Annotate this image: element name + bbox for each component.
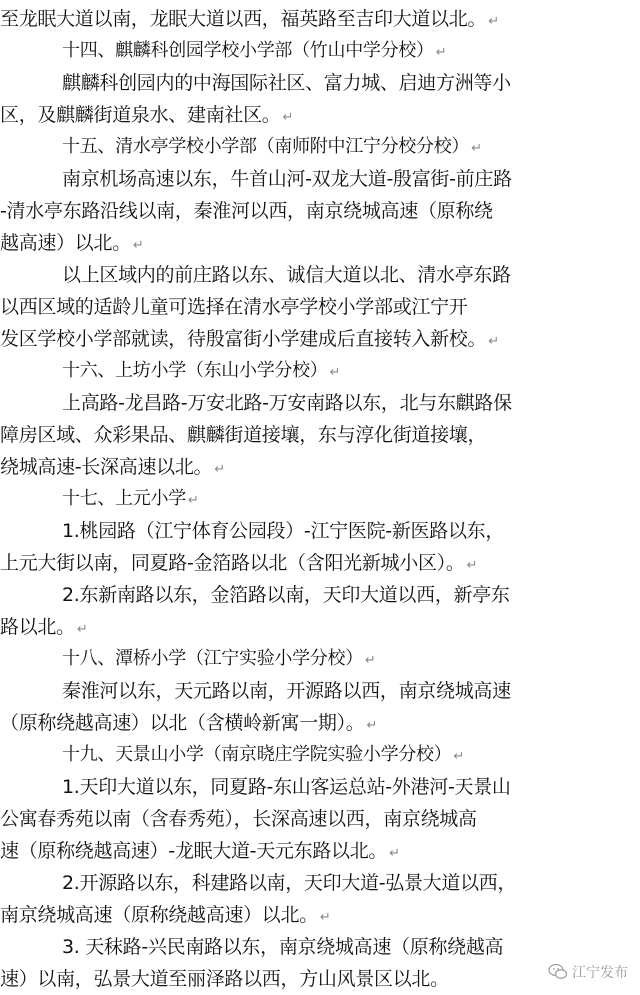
- text-line: 上高路-龙昌路-万安北路-万安南路以东，北与东麒路保: [62, 392, 512, 414]
- text-line: 路以北。 ↵: [0, 616, 88, 638]
- text-line: 以西区域的适龄儿童可选择在清水亭学校小学部或江宁开: [0, 296, 468, 318]
- watermark-text: 江宁发布: [572, 965, 628, 981]
- section-heading: 十九、天景山小学（南京晓庄学院实验小学分校） ↵: [62, 744, 464, 765]
- section-heading: 十八、潭桥小学（江宁实验小学分校） ↵: [62, 648, 376, 669]
- text-line: 速）以南，弘景大道至丽泽路以西，方山风景区以北。: [0, 968, 449, 990]
- text-line: 上元大街以南，同夏路-金箔路以北（含阳光新城小区）。 ↵: [0, 552, 478, 574]
- text-line: 2.开源路以东，科建路以南，天印大道-弘景大道以西，: [62, 872, 517, 894]
- text-line: 区，及麒麟街道泉水、建南社区。 ↵: [0, 104, 294, 126]
- section-heading: 十五、清水亭学校小学部（南师附中江宁分校分校） ↵: [62, 136, 482, 157]
- text-line: 麒麟科创园内的中海国际社区、富力城、启迪方洲等小: [62, 72, 511, 94]
- text-line: 以上区域内的前庄路以东、诚信大道以北、清水亭东路: [62, 264, 511, 286]
- text-line: 速（原称绕越高速）-龙眠大道-天元东路以北。 ↵: [0, 840, 400, 862]
- section-heading: 十七、上元小学 ↵: [62, 488, 199, 509]
- text-line: 南京机场高速以东，牛首山河-双龙大道-殷富街-前庄路: [62, 168, 512, 190]
- text-line: 障房区域、众彩果品、麒麟街道接壤，东与淳化街道接壤，: [0, 424, 487, 446]
- watermark: [548, 962, 628, 982]
- text-line: 公寓春秀苑以南（含春秀苑），长深高速以西，南京绕城高: [0, 808, 477, 830]
- section-heading: 十六、上坊小学（东山小学分校） ↵: [62, 360, 341, 381]
- text-line: （原称绕越高速）以北（含横岭新寓一期）。 ↵: [0, 712, 378, 734]
- text-line: 2.东新南路以东，金箔路以南，天印大道以西，新亭东: [62, 584, 510, 606]
- text-line: 1.天印大道以东，同夏路-东山客运总站-外港河-天景山: [62, 776, 511, 798]
- text-line: 南京绕城高速（原称绕越高速）以北。 ↵: [0, 904, 331, 926]
- text-line: 绕城高速-长深高速以北。 ↵: [0, 456, 225, 478]
- text-line: 1.桃园路（江宁体育公园段）-江宁医院-新医路以东，: [62, 520, 505, 542]
- text-line: 越高速）以北。 ↵: [0, 232, 144, 254]
- text-line: 至龙眠大道以南，龙眠大道以西，福英路至吉印大道以北。 ↵: [0, 8, 499, 30]
- section-heading: 十四、麒麟科创园学校小学部（竹山中学分校） ↵: [62, 40, 447, 61]
- wechat-channel-icon: [548, 963, 568, 981]
- text-line: 发区学校小学部就读，待殷富街小学建成后直接转入新校。 ↵: [0, 328, 499, 350]
- text-line: 秦淮河以东，天元路以南，开源路以西，南京绕城高速: [62, 680, 511, 702]
- text-line: -清水亭东路沿线以南，秦淮河以西，南京绕城高速（原称绕: [0, 200, 493, 222]
- text-line: 3. 天秣路-兴民南路以东，南京绕城高速（原称绕越高: [62, 936, 504, 958]
